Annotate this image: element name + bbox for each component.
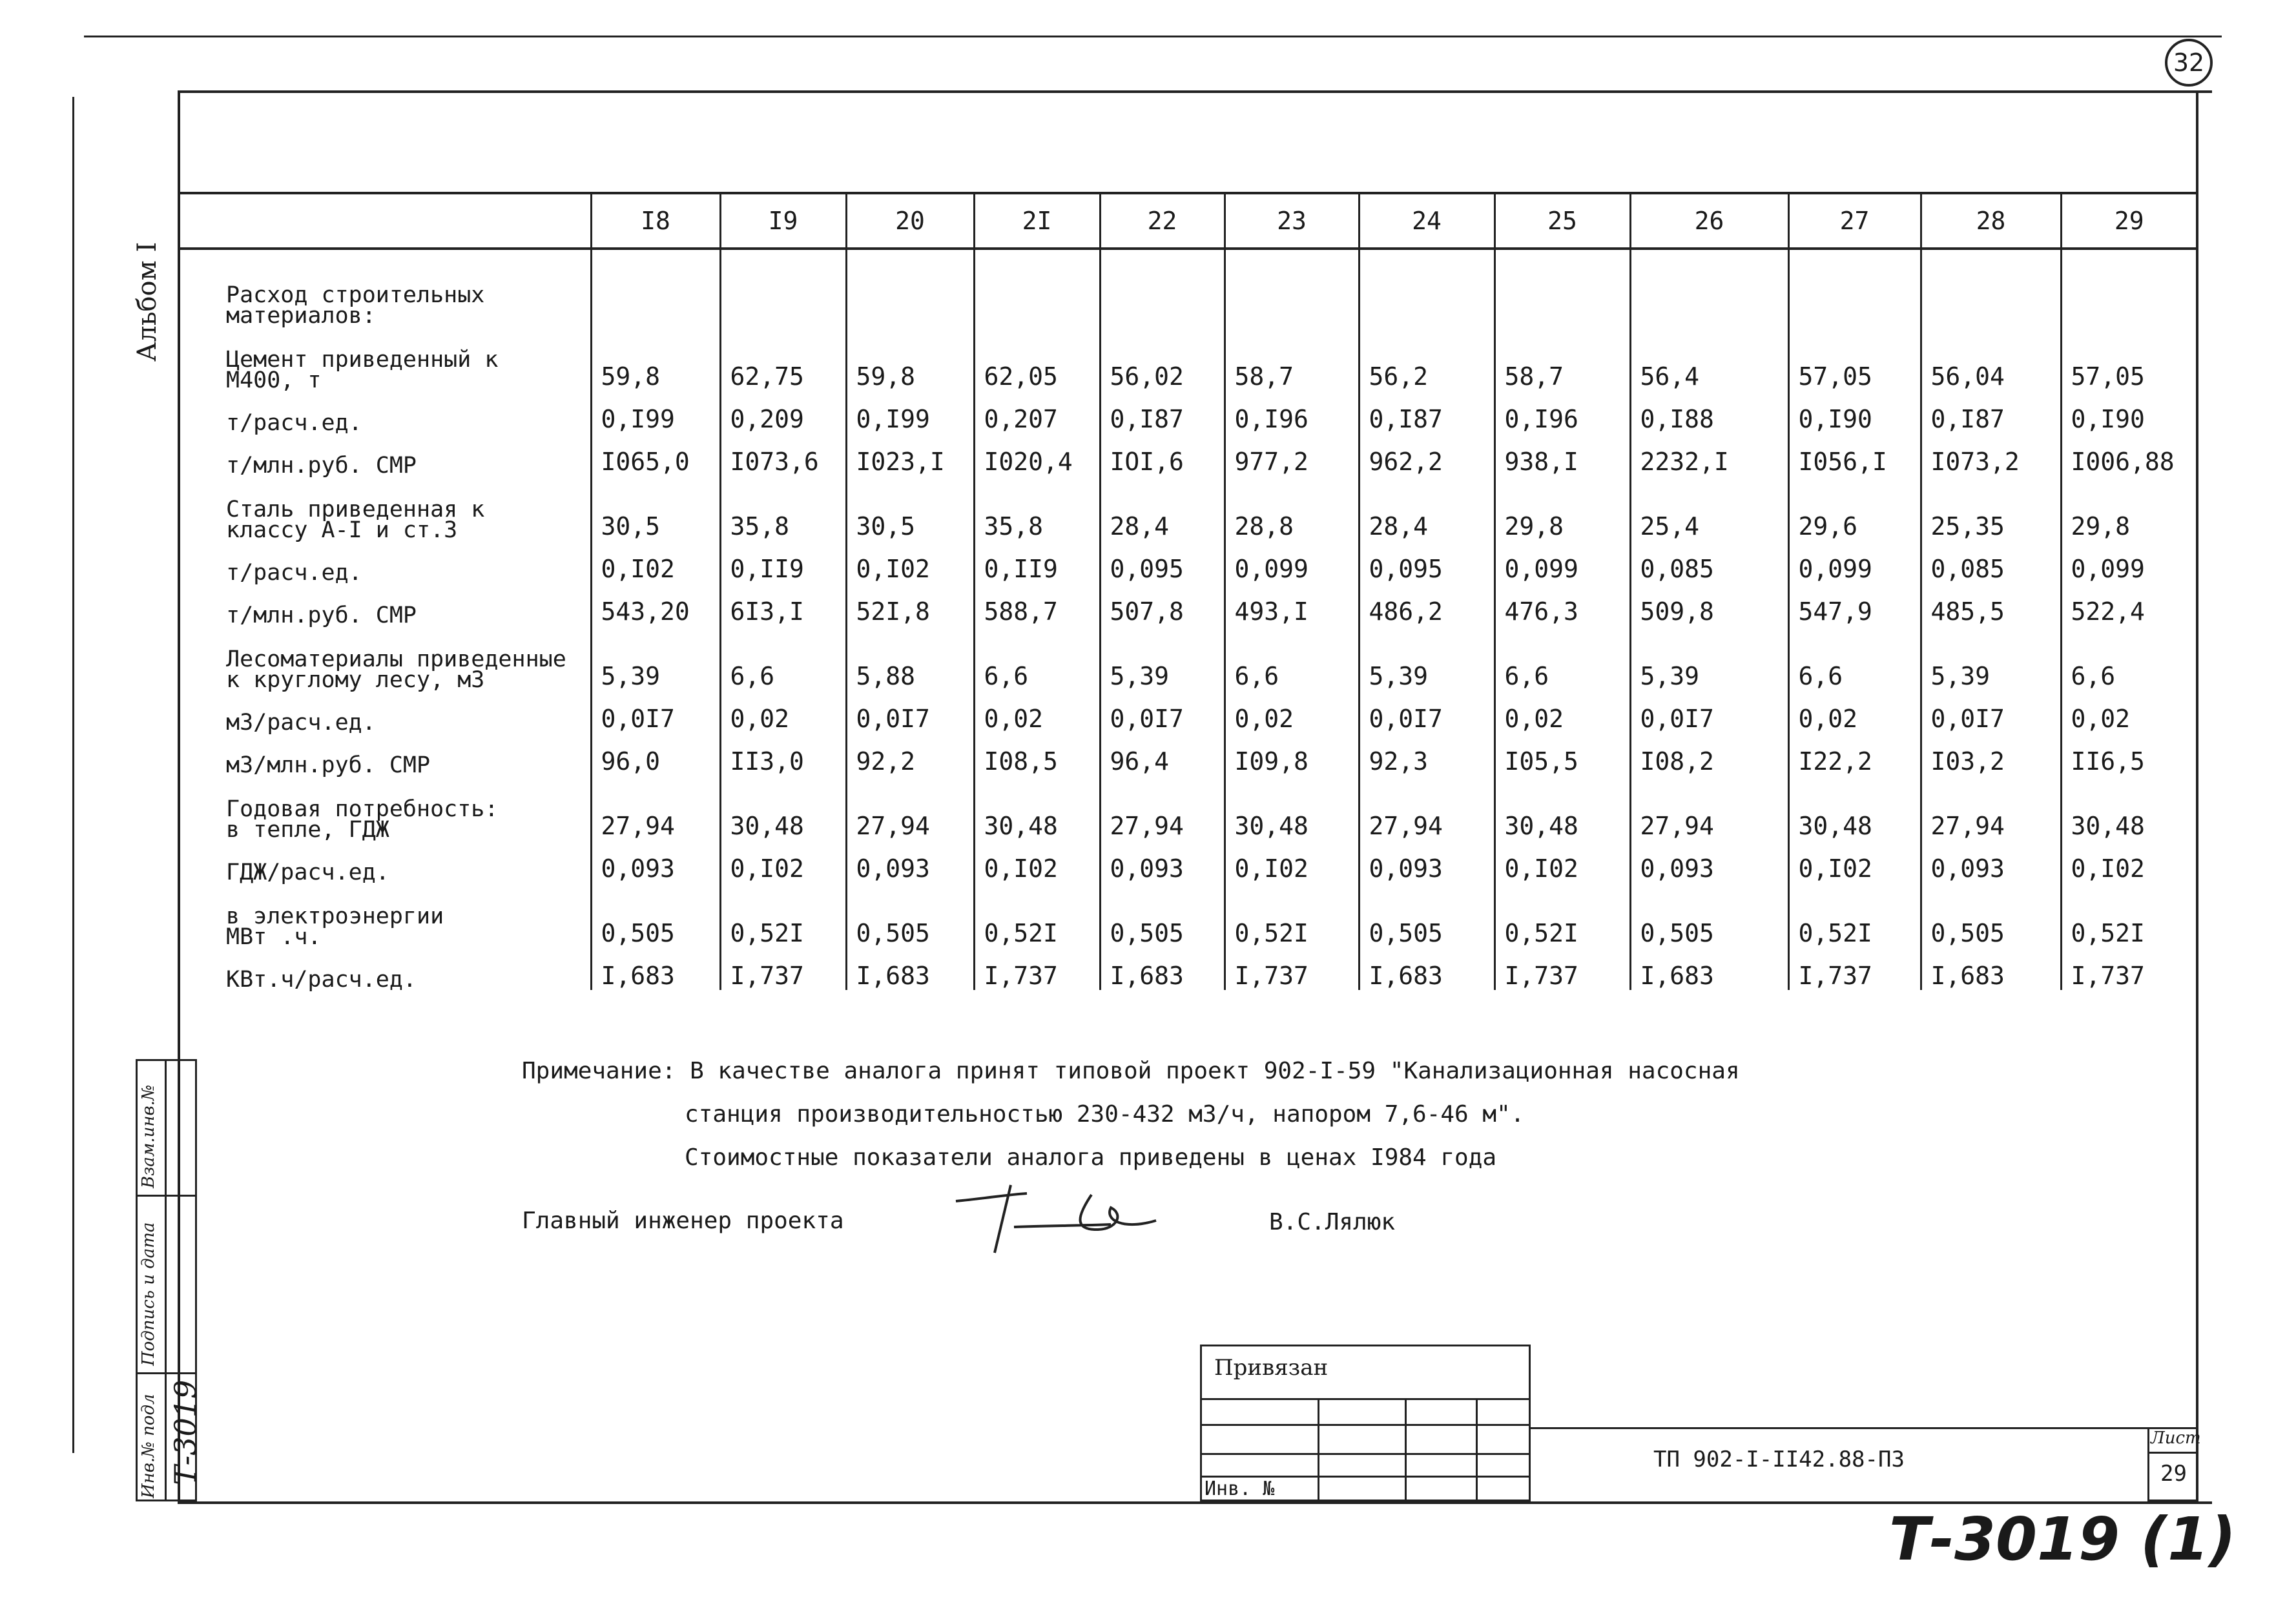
table-cell: I,737 [720,947,846,990]
header-label-cell [178,193,591,249]
table-cell: 96,0 [591,733,720,776]
side-stamp-row [136,1372,197,1374]
table-cell: II6,5 [2061,733,2197,776]
table-row [178,541,2197,583]
table-cell: 0,I02 [1494,840,1630,883]
table-row [178,583,2197,626]
table-cell: 6,6 [2061,626,2197,690]
table-cell: I020,4 [974,433,1100,476]
table-cell: 6,6 [720,626,846,690]
table-row [178,626,2197,690]
table-cell: 28,4 [1100,476,1225,541]
table-cell: 0,I02 [974,840,1100,883]
table-cell: 486,2 [1359,583,1494,626]
table-cell: 0,505 [1630,883,1788,947]
table-cell: 5,88 [846,626,974,690]
table-cell: 25,4 [1630,476,1788,541]
table-cell: 0,505 [1921,883,2061,947]
table-cell: 0,093 [1100,840,1225,883]
table-cell: 0,093 [1359,840,1494,883]
table-cell: I,683 [1921,947,2061,990]
table-cell: 92,2 [846,733,974,776]
table-row [178,391,2197,433]
table-cell: I05,5 [1494,733,1630,776]
table-cell: 6I3,I [720,583,846,626]
list-divider [2147,1452,2198,1454]
table-row [178,690,2197,733]
table-cell: 30,5 [846,476,974,541]
table-cell: 56,2 [1359,326,1494,391]
table-cell: 962,2 [1359,433,1494,476]
signer-name: В.С.Лялюк [1269,1209,1396,1235]
table-cell: 59,8 [591,326,720,391]
table-row [178,433,2197,476]
table-cell: I03,2 [1921,733,2061,776]
tb-row-line [1200,1398,1531,1400]
table-cell: I,683 [846,947,974,990]
table-row [178,326,2197,391]
table-cell: 485,5 [1921,583,2061,626]
table-cell: 92,3 [1359,733,1494,776]
table-cell [974,249,1100,326]
row-label: в электроэнергии МВт .ч. [226,903,444,950]
tb-col-line [1476,1398,1478,1501]
table-cell: 0,02 [1494,690,1630,733]
table-cell: 58,7 [1494,326,1630,391]
table-cell [1100,249,1225,326]
row-label: Годовая потребность: в тепле, ГДЖ [226,796,499,843]
table-row [178,249,2197,326]
table-cell [1359,249,1494,326]
table-cell: 6,6 [974,626,1100,690]
table-cell: 0,52I [1494,883,1630,947]
table-cell: II3,0 [720,733,846,776]
row-label: Цемент приведенный к М400, т [226,347,499,393]
column-header: 27 [1788,193,1921,249]
table-cell: 0,I02 [591,541,720,583]
table-cell: 2232,I [1630,433,1788,476]
table-cell: I,737 [1494,947,1630,990]
table-row [178,776,2197,840]
table-cell: 6,6 [1225,626,1359,690]
table-cell: 522,4 [2061,583,2197,626]
note-line-2: станция производительностью 230-432 м3/ч, напором 7,6-46 м". [685,1101,1525,1128]
table-cell [591,249,720,326]
table-cell [1225,249,1359,326]
podpis-data-label: Подпись и дата [139,1222,158,1366]
table-cell: 5,39 [1100,626,1225,690]
row-label: т/млн.руб. СМР [226,453,417,479]
table-cell: I006,88 [2061,433,2197,476]
column-header: 23 [1225,193,1359,249]
column-header: 20 [846,193,974,249]
table-cell: 0,02 [1225,690,1359,733]
table-cell [1788,249,1921,326]
table-cell: 27,94 [591,776,720,840]
table-cell: 0,095 [1100,541,1225,583]
table-cell: I,737 [1788,947,1921,990]
table-cell: 493,I [1225,583,1359,626]
document-stamp-code: Т-3019 (1) [1889,1505,2237,1574]
table-cell: 56,02 [1100,326,1225,391]
table-cell: 0,099 [1494,541,1630,583]
table-cell: 0,I99 [591,391,720,433]
table-cell: 58,7 [1225,326,1359,391]
table-cell: 0,0I7 [591,690,720,733]
table-cell: 0,0I7 [1630,690,1788,733]
table-cell: 0,I96 [1225,391,1359,433]
table-row [178,840,2197,883]
table-cell: I22,2 [1788,733,1921,776]
table-cell: 0,I02 [2061,840,2197,883]
column-header: I9 [720,193,846,249]
table-cell: 30,48 [2061,776,2197,840]
list-value: 29 [2160,1461,2187,1487]
table-cell: 0,I88 [1630,391,1788,433]
table-cell: 0,505 [1100,883,1225,947]
inv-label: Инв. № [1205,1478,1275,1500]
table-cell: IOI,6 [1100,433,1225,476]
table-cell: 0,093 [1921,840,2061,883]
table-cell: 0,I96 [1494,391,1630,433]
table-cell: 0,02 [1788,690,1921,733]
column-header: 24 [1359,193,1494,249]
table-cell: 0,095 [1359,541,1494,583]
column-header: 29 [2061,193,2197,249]
table-cell: 0,52I [974,883,1100,947]
table-cell: I09,8 [1225,733,1359,776]
table-cell: 5,39 [1630,626,1788,690]
table-cell: 507,8 [1100,583,1225,626]
table-cell: 30,48 [1494,776,1630,840]
table-cell: 6,6 [1494,626,1630,690]
table-cell: 476,3 [1494,583,1630,626]
table-cell: 509,8 [1630,583,1788,626]
album-label: Альбом I [132,242,162,362]
table-cell: 0,II9 [720,541,846,583]
table-row [178,947,2197,990]
table-cell: 6,6 [1788,626,1921,690]
tb-row-line [1200,1424,1531,1426]
column-header: I8 [591,193,720,249]
table-cell: 0,207 [974,391,1100,433]
table-cell: 0,209 [720,391,846,433]
table-cell: 0,085 [1630,541,1788,583]
tb-main-top [1531,1427,2196,1429]
table-cell: 0,I02 [1788,840,1921,883]
side-stamp-divider [165,1059,167,1501]
table-cell: I023,I [846,433,974,476]
table-cell: 0,52I [1225,883,1359,947]
table-cell: 27,94 [1100,776,1225,840]
inv-podl-label: Инв.№ подл [139,1394,158,1498]
table-cell: 0,099 [2061,541,2197,583]
table-cell: 0,I87 [1921,391,2061,433]
table-cell: 0,I87 [1100,391,1225,433]
table-cell: 0,0I7 [1921,690,2061,733]
table-cell: I056,I [1788,433,1921,476]
table-cell: 0,085 [1921,541,2061,583]
column-header: 26 [1630,193,1788,249]
table-cell: 29,6 [1788,476,1921,541]
table-cell: 28,8 [1225,476,1359,541]
row-label: м3/расч.ед. [226,710,376,736]
privyazan-label: Привязан [1214,1355,1329,1381]
table-cell: 30,5 [591,476,720,541]
table-cell: 0,I90 [2061,391,2197,433]
table-cell: I,737 [1225,947,1359,990]
table-cell: 56,04 [1921,326,2061,391]
table-cell: 57,05 [2061,326,2197,391]
table-cell: 938,I [1494,433,1630,476]
table-cell: 0,I02 [720,840,846,883]
table-cell: 25,35 [1921,476,2061,541]
table-cell: 96,4 [1100,733,1225,776]
tb-col-line [1405,1398,1407,1501]
table-cell: 0,0I7 [846,690,974,733]
table-cell: 0,02 [974,690,1100,733]
vzam-inv-label: Взам.инв.№ [139,1084,158,1188]
frame-inner-bottom [178,1501,2212,1504]
table-cell: 30,48 [1225,776,1359,840]
table-cell: I08,2 [1630,733,1788,776]
table-cell: 56,4 [1630,326,1788,391]
frame-inner-top [178,90,2212,93]
table-cell: 0,52I [2061,883,2197,947]
table-cell: 0,505 [1359,883,1494,947]
signer-role: Главный инженер проекта [522,1208,844,1234]
table-cell: 30,48 [974,776,1100,840]
table-header-row [178,193,2197,249]
table-cell: 0,505 [846,883,974,947]
table-cell: 59,8 [846,326,974,391]
column-header: 2I [974,193,1100,249]
frame-outer-left [72,97,74,1453]
table-cell: 543,20 [591,583,720,626]
row-label: Сталь приведенная к классу А-I и ст.3 [226,497,485,543]
table-cell: I,683 [1100,947,1225,990]
table-cell: 0,I99 [846,391,974,433]
column-header: 28 [1921,193,2061,249]
table-cell: 30,48 [720,776,846,840]
table-cell: 29,8 [1494,476,1630,541]
table-cell: 977,2 [1225,433,1359,476]
row-label: т/расч.ед. [226,410,362,436]
row-label: т/млн.руб. СМР [226,603,417,628]
table-cell: 5,39 [591,626,720,690]
table-cell: 547,9 [1788,583,1921,626]
table-cell: I08,5 [974,733,1100,776]
list-label: Лист [2151,1428,2201,1448]
table-cell: 0,0I7 [1100,690,1225,733]
table-cell: 0,02 [720,690,846,733]
row-label: Лесоматериалы приведенные к круглому лесу, м3 [226,646,566,693]
table-cell: 29,8 [2061,476,2197,541]
table-row [178,883,2197,947]
table-cell: 0,52I [1788,883,1921,947]
table-cell: 5,39 [1921,626,2061,690]
table-cell: 0,I87 [1359,391,1494,433]
table-cell: 0,099 [1225,541,1359,583]
note-line-3: Стоимостные показатели аналога приведены в ценах I984 года [685,1144,1497,1171]
table-cell: 35,8 [974,476,1100,541]
table-row [178,476,2197,541]
table-cell: 0,I90 [1788,391,1921,433]
table-cell: 0,099 [1788,541,1921,583]
row-label: КВт.ч/расч.ед. [226,967,417,993]
side-stamp-row [136,1195,197,1197]
table-cell: I065,0 [591,433,720,476]
table-cell: 27,94 [846,776,974,840]
table-cell [1494,249,1630,326]
table-cell: 0,II9 [974,541,1100,583]
tb-col-line [1318,1398,1319,1501]
table-cell: I073,2 [1921,433,2061,476]
table-cell [1630,249,1788,326]
table-cell: I,683 [1630,947,1788,990]
table-cell: 0,093 [846,840,974,883]
table-cell [720,249,846,326]
table-cell: 52I,8 [846,583,974,626]
tb-row-line [1200,1453,1531,1455]
table-cell [846,249,974,326]
table-cell: 30,48 [1788,776,1921,840]
table-cell: 57,05 [1788,326,1921,391]
table-cell [2061,249,2197,326]
table-cell: I,683 [1359,947,1494,990]
table-cell: 62,05 [974,326,1100,391]
table-cell: 27,94 [1921,776,2061,840]
table-cell: 0,505 [591,883,720,947]
row-label: м3/млн.руб. СМР [226,752,431,778]
table-cell: 0,02 [2061,690,2197,733]
table-cell: 35,8 [720,476,846,541]
table-cell: I,737 [974,947,1100,990]
table-cell: 28,4 [1359,476,1494,541]
table-cell: I,737 [2061,947,2197,990]
row-label: т/расч.ед. [226,560,362,586]
row-label: ГДЖ/расч.ед. [226,860,389,885]
side-stamp-code: Т-3019 [168,1379,203,1485]
doc-code: ТП 902-I-II42.88-ПЗ [1653,1447,1905,1472]
frame-top-line [84,36,2222,37]
table-cell: 588,7 [974,583,1100,626]
table-cell: 0,0I7 [1359,690,1494,733]
table-cell: 27,94 [1630,776,1788,840]
table-cell: 27,94 [1359,776,1494,840]
signature-image [949,1175,1182,1259]
table-cell [1921,249,2061,326]
sheet-number-badge: 32 [2165,39,2213,87]
table-cell: 62,75 [720,326,846,391]
table-cell: 0,52I [720,883,846,947]
table-cell: 0,093 [1630,840,1788,883]
table-cell: 5,39 [1359,626,1494,690]
table-cell: I073,6 [720,433,846,476]
table-cell: 0,093 [591,840,720,883]
note-line-1: Примечание: В качестве аналога принят типовой проект 902-I-59 "Канализационная насосная [522,1058,1740,1084]
row-label: Расход строительных материалов: [226,282,485,329]
column-header: 22 [1100,193,1225,249]
column-header: 25 [1494,193,1630,249]
materials-table [178,192,2197,993]
table-cell: 0,I02 [846,541,974,583]
table-cell: I,683 [591,947,720,990]
table-cell: 0,I02 [1225,840,1359,883]
table-row [178,733,2197,776]
